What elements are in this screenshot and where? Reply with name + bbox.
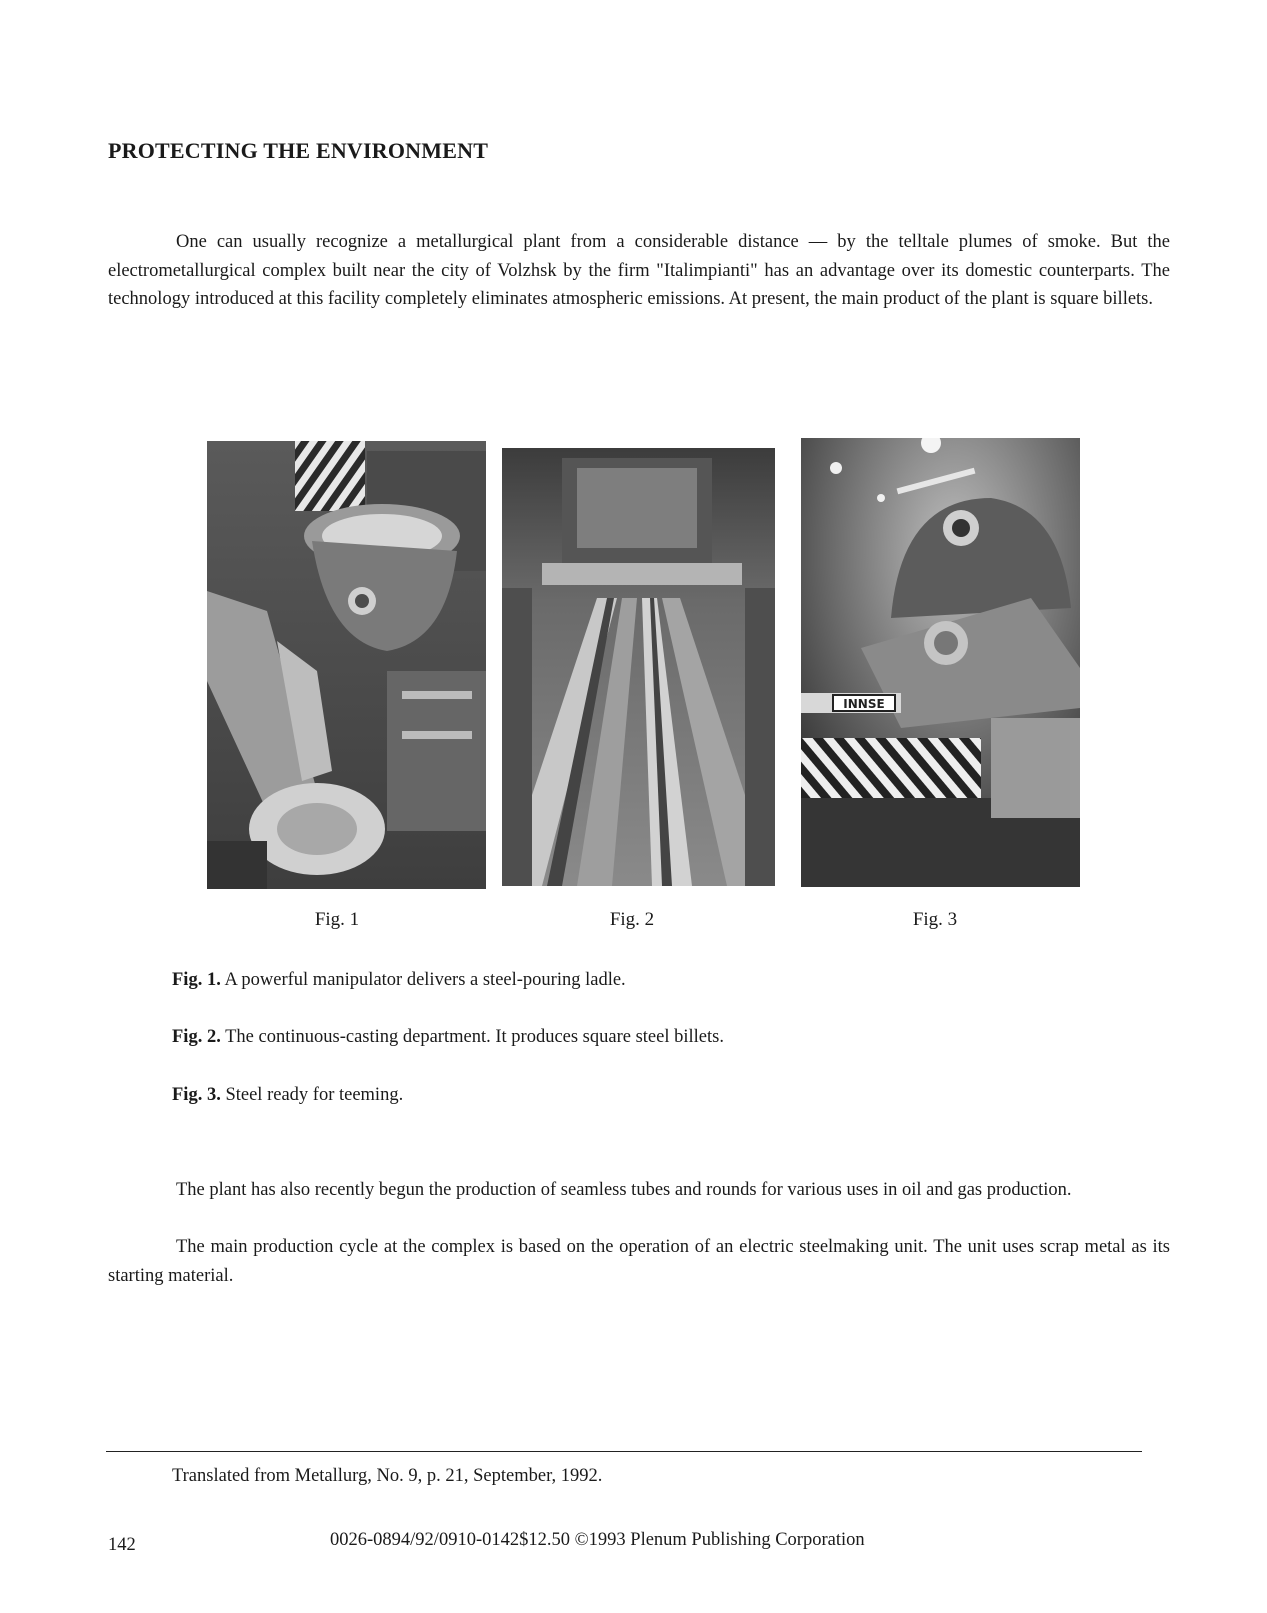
intro-paragraph: One can usually recognize a metallurgical plant from a considerable distance — by the telltale plumes of smoke. But the electrometallurgical complex built near the city of Volzhsk by the firm "Italimpianti" has an advantage over its domestic counterparts. The technology introduced at this facility completely eliminates atmospheric emissions. At present, the main product of the plant is square billets. <box>108 232 1170 309</box>
caption-prefix: Fig. 1. <box>172 970 221 990</box>
figure-1-caption <box>172 970 626 991</box>
page-title: PROTECTING THE ENVIRONMENT <box>108 138 489 163</box>
page-number: 142 <box>108 1535 136 1555</box>
figure-3-caption <box>172 1085 403 1106</box>
figure-2-photo <box>502 448 775 886</box>
figure-3-photo <box>801 438 1080 887</box>
footnote-divider <box>106 1451 1142 1452</box>
caption-text: The continuous-casting department. It produces square steel billets. <box>225 1027 724 1047</box>
figure-3-label: Fig. 3 <box>912 909 958 930</box>
body-paragraph-3: The main production cycle at the complex is based on the operation of an electric steelmaking unit. The unit uses scrap metal as its starting material. <box>108 1237 1170 1286</box>
innse-sign: INNSE <box>843 697 885 711</box>
caption-text: A powerful manipulator delivers a steel-pouring ladle. <box>224 970 626 990</box>
figure-2-caption <box>172 1027 724 1048</box>
body-paragraph-2: The plant has also recently begun the production of seamless tubes and rounds for various uses in oil and gas production. <box>176 1180 1072 1200</box>
copyright-line: 0026-0894/92/0910-0142$12.50 ©1993 Plenum Publishing Corporation <box>330 1530 865 1550</box>
caption-prefix: Fig. 3. <box>172 1085 221 1105</box>
figure-1-label: Fig. 1 <box>314 909 360 930</box>
caption-prefix: Fig. 2. <box>172 1027 221 1047</box>
caption-text: Steel ready for teeming. <box>225 1085 404 1105</box>
figure-2-label: Fig. 2 <box>609 909 655 930</box>
figure-1-photo <box>207 441 486 889</box>
footnote: Translated from Metallurg, No. 9, p. 21, September, 1992. <box>172 1466 603 1486</box>
